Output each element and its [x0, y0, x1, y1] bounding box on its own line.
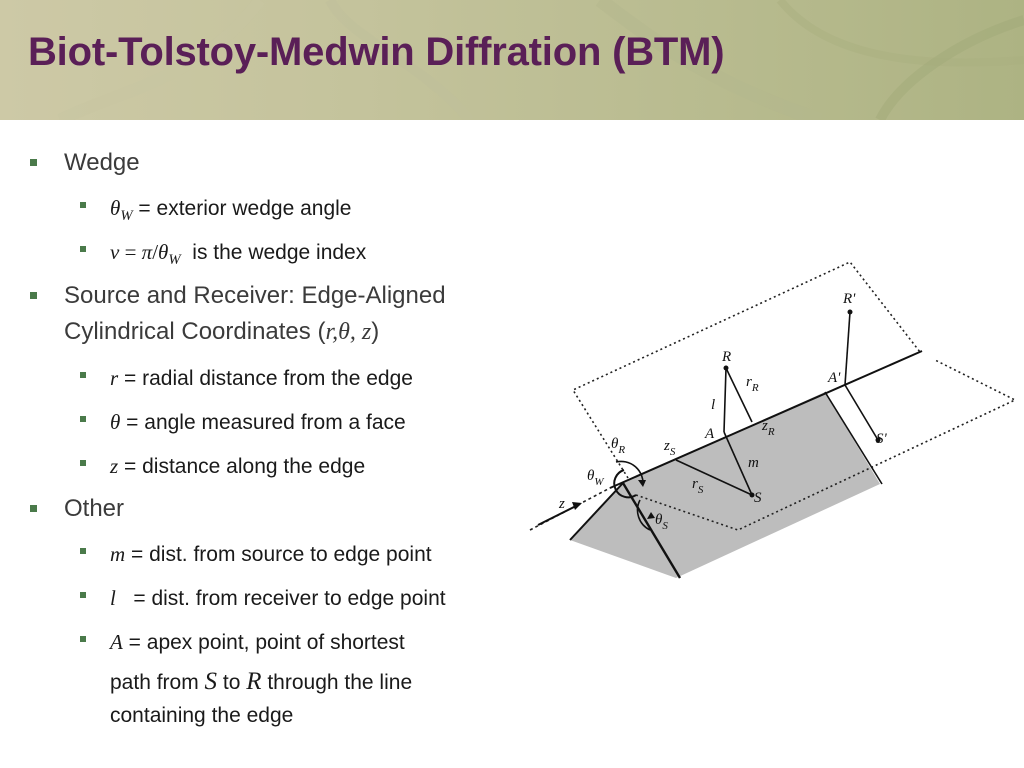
label-m: m	[748, 455, 759, 471]
bullet-r: r = radial distance from the edge	[110, 366, 413, 390]
bullet-marker	[80, 202, 86, 208]
z-arrowhead	[572, 502, 582, 510]
label-r: R	[722, 349, 732, 365]
label-s-prime: S'	[876, 431, 887, 447]
label-a-prime: A'	[828, 370, 841, 386]
label-s: S	[754, 490, 762, 506]
label-theta-r: $\theta_R$	[611, 436, 626, 456]
bullet-theta-w: $\theta_W$ = exterior wedge angle	[110, 196, 352, 225]
bullet-a-line2: path from S to R through the line	[110, 668, 413, 695]
bullet-theta: θ = angle measured from a face	[110, 410, 406, 434]
bullet-m: m = dist. from source to edge point	[110, 542, 432, 566]
bullet-z: z = distance along the edge	[110, 454, 366, 478]
label-z-s: $z_S$	[664, 438, 676, 458]
bullet-marker	[30, 505, 37, 512]
bullet-wedge	[64, 149, 140, 177]
bullet-marker	[80, 460, 86, 466]
bullet-wedge-label: Wedge	[64, 149, 140, 176]
label-z: z	[559, 496, 565, 512]
bullet-a-line3: containing the edge	[110, 704, 294, 727]
r-prime-point	[848, 310, 853, 315]
title-banner	[0, 0, 1024, 120]
slide-title: Biot-Tolstoy-Medwin Diffration (BTM)	[28, 30, 725, 74]
bullet-source-receiver: Source and Receiver: Edge-Aligned	[64, 282, 446, 309]
label-l: l	[711, 397, 716, 413]
label-a: A	[705, 426, 715, 442]
bullet-marker	[80, 372, 86, 378]
bullet-l: l = dist. from receiver to edge point	[110, 586, 446, 610]
bullet-marker	[30, 159, 37, 166]
r-prime-line	[845, 312, 850, 385]
bullet-marker	[80, 416, 86, 422]
bullet-nu: $v = \pi/\theta_W$ is the wedge index	[110, 240, 367, 269]
l-line	[724, 368, 726, 432]
bullet-marker	[80, 246, 86, 252]
label-theta-s: $\theta_S$	[655, 512, 668, 532]
bullet-marker	[80, 636, 86, 642]
bullet-source-receiver-line2: Cylindrical Coordinates (r,θ, z)	[64, 318, 380, 345]
bullet-marker	[80, 548, 86, 554]
bullet-a: A = apex point, point of shortest	[110, 630, 405, 654]
label-r-prime: R'	[843, 291, 856, 307]
label-z-r: $z_R$	[762, 418, 775, 438]
wedge-diagram	[520, 250, 1020, 590]
bullet-marker	[80, 592, 86, 598]
bullet-other: Other	[64, 495, 125, 522]
bullet-marker	[30, 292, 37, 299]
label-r-s: $r_S$	[692, 476, 704, 496]
label-theta-w: $\theta_W$	[587, 468, 604, 488]
label-r-r: $r_R$	[746, 374, 759, 394]
